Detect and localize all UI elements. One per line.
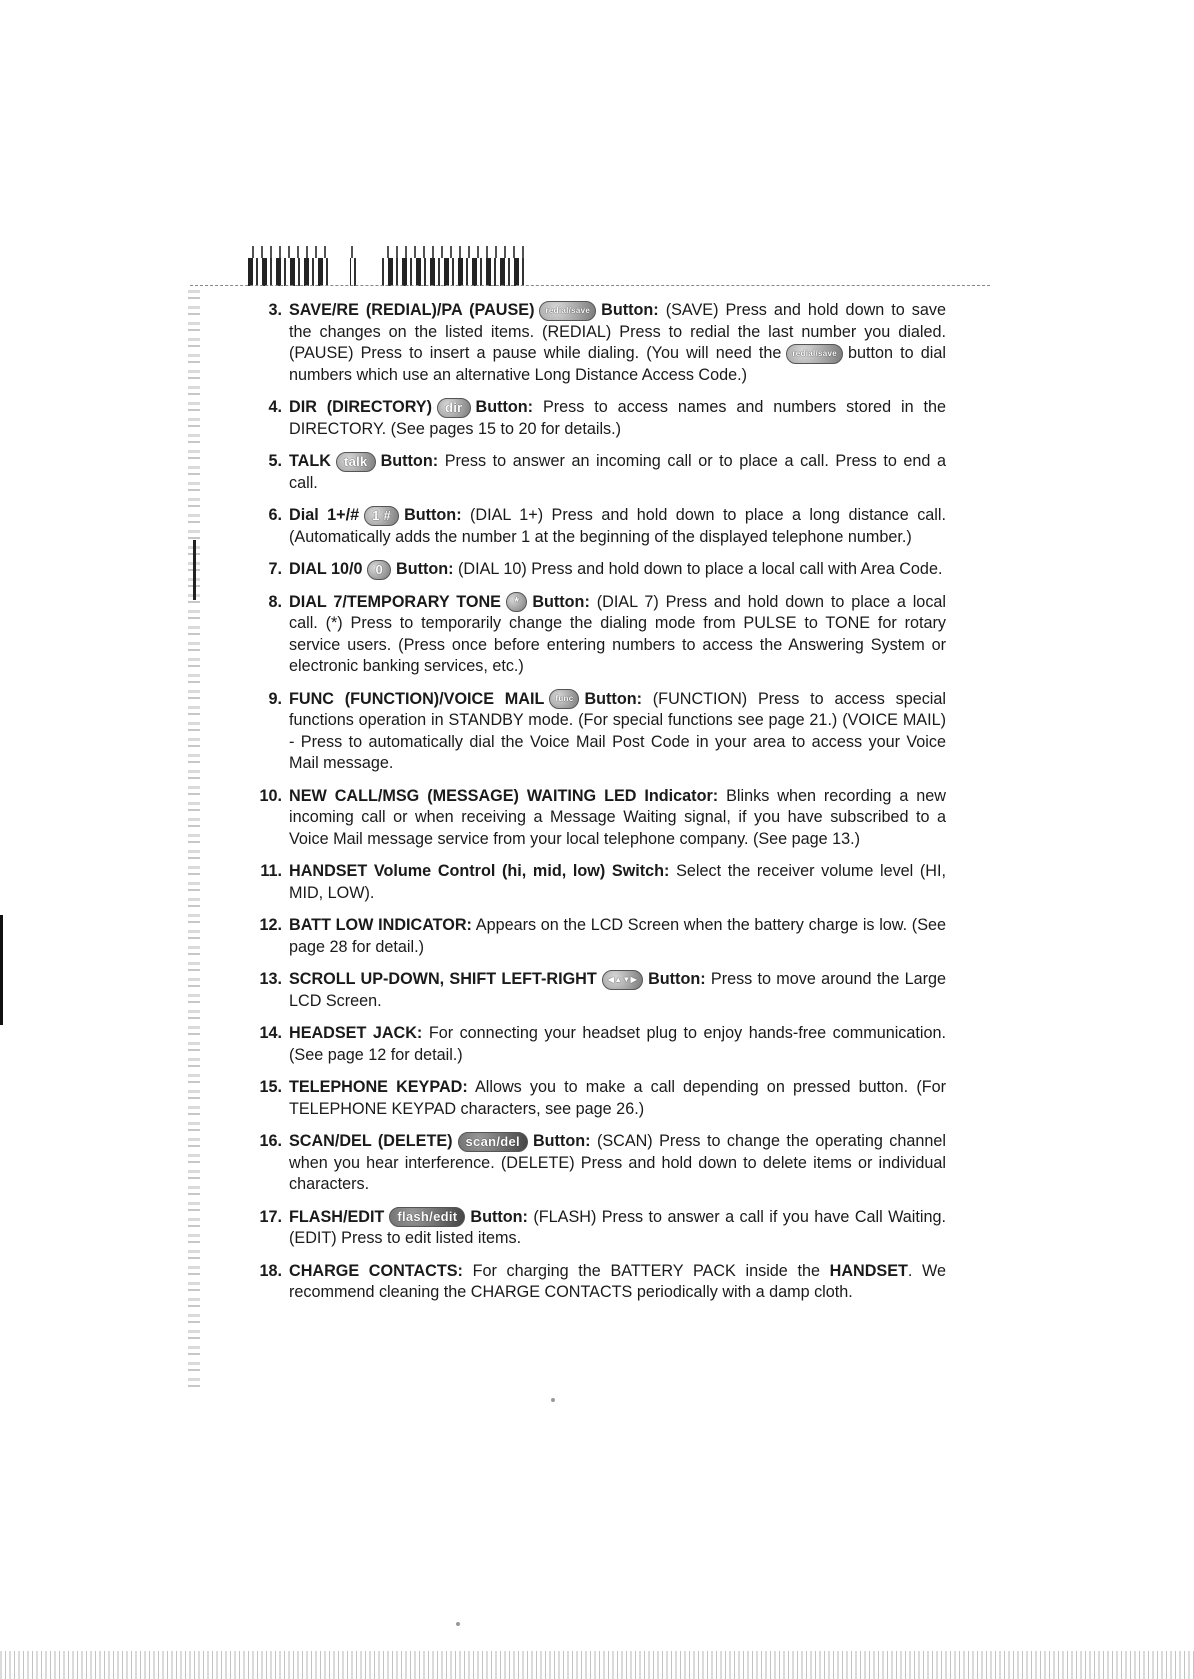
button-label: Button: — [648, 970, 706, 988]
feature-list — [246, 300, 946, 1304]
list-item — [246, 1131, 946, 1196]
item-text: Select the receiver volume level (HI, MID, LOW). — [289, 862, 946, 902]
item-number: 14. — [259, 1024, 282, 1042]
item-title: Dial 1+/# — [289, 506, 360, 524]
item-text: Press to answer an incoming call or to place a call. Press to end a call. — [289, 452, 947, 492]
button-label: Button: — [470, 1207, 528, 1226]
item-number: 3. — [268, 301, 282, 319]
list-item — [246, 861, 946, 904]
button-label: Button: — [475, 398, 534, 416]
list-item — [246, 397, 946, 440]
list-item — [246, 786, 946, 851]
item-text: (FUNCTION) Press to access special functions operation in STANDBY mode. (For special functions see page 21.) (VOICE MAIL) - Press to automatically dial the Voice Mail Post Code in your area to access your Voice Mail message. — [289, 689, 946, 772]
item-number: 12. — [259, 916, 282, 934]
talk-button-icon: talk — [336, 452, 376, 472]
list-item — [246, 559, 946, 581]
item-title: HANDSET Volume Control (hi, mid, low) Switch: — [289, 862, 670, 880]
pound-key-icon: 1 # — [364, 506, 399, 526]
item-title: FLASH/EDIT — [289, 1207, 385, 1226]
list-item — [246, 1207, 946, 1250]
item-text: Blinks when recording a new incoming call or when receiving a Message Waiting signal, if you have subscribed to a Voice Mail message service from your local telephone company. (See page 13.) — [289, 786, 947, 848]
item-title: HEADSET JACK: — [289, 1024, 423, 1042]
scan-del-button-icon: scan/del — [458, 1132, 528, 1152]
item-text: (DIAL 7) Press and hold down to place a local call. (*) Press to temporarily change the dialing mode from PULSE to TONE for rotary service users. (Press once before entering numbers to access the Answering System or electronic banking services, etc.) — [289, 592, 947, 675]
item-title: FUNC (FUNCTION)/VOICE MAIL — [289, 689, 545, 708]
item-title: TELEPHONE KEYPAD: — [289, 1078, 468, 1096]
item-number: 18. — [259, 1261, 282, 1280]
item-number: 13. — [259, 970, 282, 988]
list-item — [246, 1261, 946, 1304]
item-text: button to dial numbers which use an alternative Long Distance Access Code.) — [289, 344, 946, 384]
item-number: 8. — [268, 592, 282, 611]
item-text: (DIAL 1+) Press and hold down to place a long distance call. (Automatically adds the number 1 at the beginning of the displayed telephone number.) — [289, 506, 946, 546]
button-label: Button: — [532, 592, 590, 611]
item-number: 4. — [268, 398, 282, 416]
flash-edit-button-icon: flash/edit — [389, 1207, 465, 1227]
binding-scan-mark — [193, 540, 196, 600]
item-title: SCAN/DEL (DELETE) — [289, 1132, 453, 1150]
garbled-header-graphic — [248, 246, 528, 286]
item-text: Allows you to make a call depending on pressed button. (For TELEPHONE KEYPAD characters, see page 26.) — [289, 1078, 946, 1118]
item-number: 17. — [259, 1207, 282, 1226]
header-rule — [190, 285, 990, 286]
scan-speck — [456, 1622, 460, 1626]
list-item — [246, 969, 946, 1012]
scan-speck — [551, 1398, 555, 1402]
redial-save-button-icon: redial/save — [786, 344, 843, 364]
list-item — [246, 300, 946, 386]
list-item — [246, 689, 946, 775]
item-text: Press to access names and numbers stored in the DIRECTORY. (See pages 15 to 20 for details.) — [289, 398, 947, 438]
item-title: DIAL 10/0 — [289, 560, 363, 578]
item-text: For connecting your headset plug to enjoy hands-free communication. (See page 12 for detail.) — [289, 1024, 946, 1064]
navigation-arrows-icon: ◀▲▼▶ — [602, 970, 643, 990]
item-number: 15. — [259, 1078, 282, 1096]
list-item — [246, 451, 946, 494]
binding-scan-marks — [188, 290, 200, 1390]
item-text: (SCAN) Press to change the operating channel when you hear interference. (DELETE) Press and hold down to delete items or individual characters. — [289, 1132, 946, 1193]
redial-save-button-icon: redial/save — [539, 301, 596, 321]
star-key-icon: * — [506, 592, 527, 612]
button-label: Button: — [404, 506, 462, 524]
item-bold-text: HANDSET — [829, 1261, 908, 1280]
dir-button-icon: dir — [437, 398, 471, 418]
scan-edge-mark — [0, 915, 3, 1025]
item-text: (SAVE) Press and hold down to save the changes on the listed items. (REDIAL) Press to redial the last number you dialed. (PAUSE) Press to insert a pause while dialing. (You will need the — [289, 301, 946, 362]
item-title: SCROLL UP-DOWN, SHIFT LEFT-RIGHT — [289, 970, 597, 988]
item-number: 9. — [268, 689, 282, 708]
list-item — [246, 592, 946, 678]
item-text: Appears on the LCD Screen when the battery charge is low. (See page 28 for detail.) — [289, 916, 947, 956]
item-number: 5. — [268, 452, 282, 470]
item-number: 11. — [260, 862, 282, 880]
list-item — [246, 505, 946, 548]
item-number: 6. — [268, 506, 282, 524]
item-title: BATT LOW INDICATOR: — [289, 916, 472, 934]
item-title: CHARGE CONTACTS: — [289, 1261, 463, 1280]
list-item — [246, 915, 946, 958]
item-text: (DIAL 10) Press and hold down to place a local call with Area Code. — [458, 560, 943, 578]
item-text: Press to move around the Large LCD Screen. — [289, 970, 946, 1010]
item-text: For charging the BATTERY PACK inside the — [472, 1261, 820, 1280]
item-title: SAVE/RE (REDIAL)/PA (PAUSE) — [289, 301, 535, 319]
item-number: 7. — [268, 560, 282, 578]
func-button-icon: func — [549, 689, 579, 709]
item-text: . We recommend cleaning the CHARGE CONTACTS periodically with a damp cloth. — [289, 1261, 947, 1301]
item-number: 10. — [259, 786, 282, 805]
button-label: Button: — [584, 689, 642, 708]
list-item — [246, 1077, 946, 1120]
button-label: Button: — [396, 560, 454, 578]
button-label: Button: — [601, 301, 659, 319]
item-title: TALK — [289, 452, 331, 470]
item-number: 16. — [259, 1132, 282, 1150]
button-label: Button: — [380, 452, 439, 470]
button-label: Button: — [532, 1132, 591, 1150]
item-title: DIAL 7/TEMPORARY TONE — [289, 592, 501, 611]
item-title: NEW CALL/MSG (MESSAGE) WAITING LED Indicator: — [289, 786, 719, 805]
bottom-scan-noise — [0, 1651, 1194, 1679]
list-item — [246, 1023, 946, 1066]
item-text: (FLASH) Press to answer a call if you have Call Waiting. (EDIT) Press to edit listed items. — [289, 1207, 947, 1247]
zero-key-icon: 0 — [367, 560, 391, 580]
item-title: DIR (DIRECTORY) — [289, 398, 432, 416]
